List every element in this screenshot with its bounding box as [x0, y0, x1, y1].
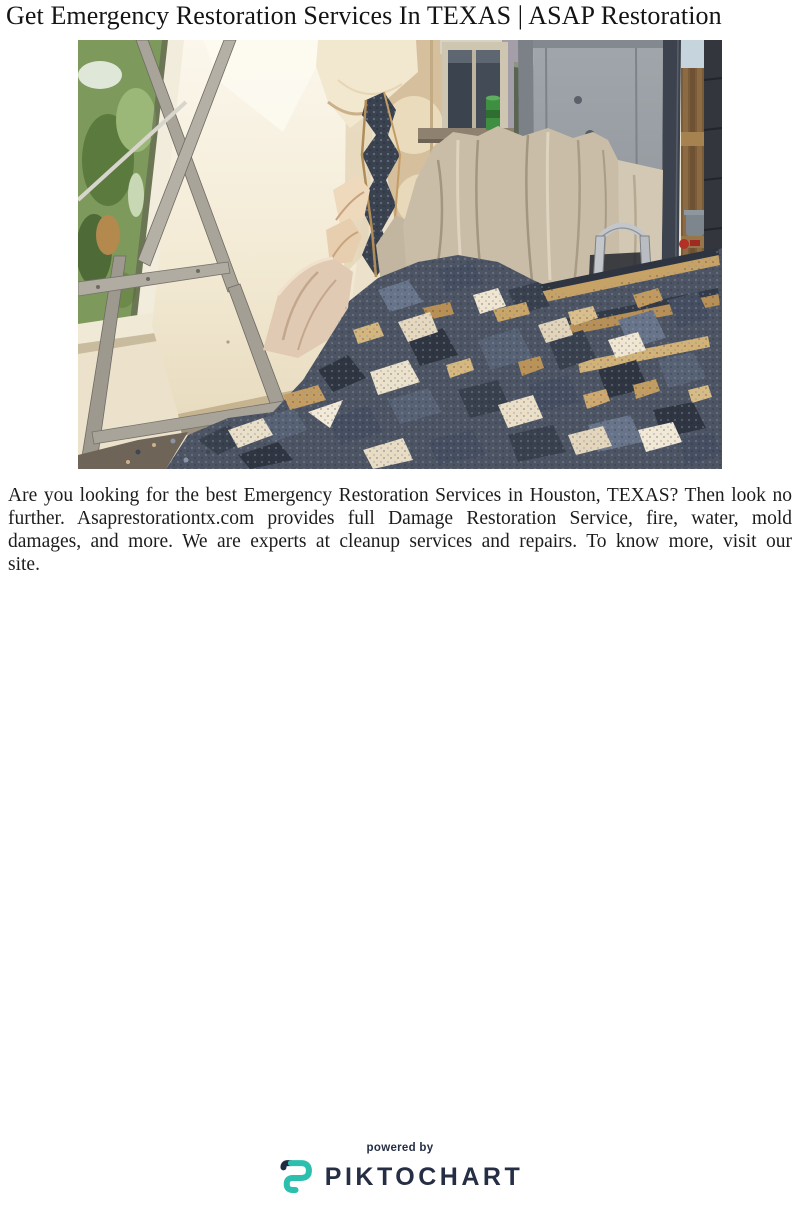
piktochart-wordmark: PIKTOCHART: [324, 1163, 524, 1191]
demolition-photo: [78, 40, 722, 469]
page-title: Get Emergency Restoration Services In TEXAS | ASAP Restoration: [6, 1, 722, 30]
paragraph-line: site.: [8, 554, 40, 575]
powered-by-label: powered by: [366, 1142, 434, 1154]
paragraph-line: Are you looking for the best Emergency Restoration Services in Houston, TEXAS? Then look no: [8, 485, 792, 506]
piktochart-logo-link[interactable]: [0, 1159, 800, 1196]
footer: [0, 1142, 800, 1196]
demolition-photo-art: [78, 40, 722, 469]
description-paragraph: [8, 484, 792, 576]
piktochart-logo-icon: [277, 1159, 314, 1196]
paragraph-line: damages, and more. We are experts at cleanup services and repairs. To know more, visit our: [8, 531, 792, 552]
paragraph-line: further. Asaprestorationtx.com provides full Damage Restoration Service, fire, water, mold: [8, 508, 792, 529]
